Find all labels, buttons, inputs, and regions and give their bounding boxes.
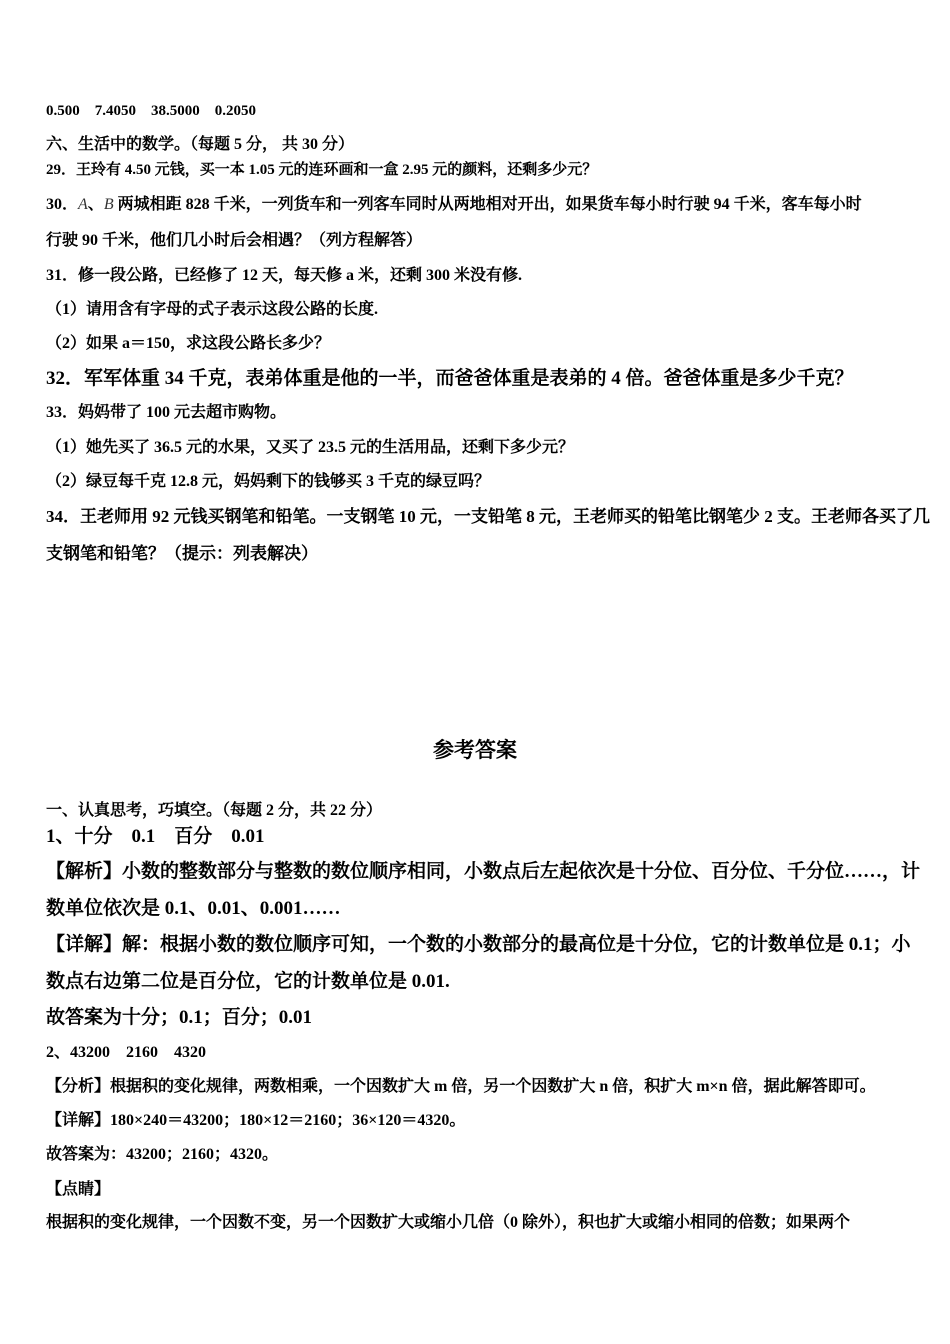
answer-1-detail-line-1: 【详解】解：根据小数的数位顺序可知，一个数的小数部分的最高位是十分位，它的计数单位是 0.1；小 (46, 934, 911, 955)
question-29: 29．王玲有 4.50 元钱，买一本 1.05 元的连环画和一盒 2.95 元的颜料，还剩多少元？ (46, 162, 598, 178)
answer-2-comment-text: 根据积的变化规律，一个因数不变，另一个因数扩大或缩小几倍（0 除外），积也扩大或缩小相同的倍数；如果两个 (46, 1214, 851, 1231)
answers-section-1-heading: 一、认真思考，巧填空。（每题 2 分，共 22 分） (46, 802, 383, 819)
question-30-text: 两城相距 828 千米，一列货车和一列客车同时从两地相对开出，如果货车每小时行驶 94 千米，客车每小时 (113, 196, 862, 213)
question-33: 33．妈妈带了 100 元去超市购物。 (46, 404, 287, 421)
question-34-line-1: 34．王老师用 92 元钱买钢笔和铅笔。一支钢笔 10 元，一支铅笔 8 元，王老师买的铅笔比钢笔少 2 支。王老师各买了几 (46, 507, 930, 526)
variable-b: B (103, 196, 114, 213)
answer-2-detail: 【详解】180×240＝43200；180×12＝2160；36×120＝4320。 (46, 1112, 466, 1129)
question-32: 32．军军体重 34 千克，表弟体重是他的一半，而爸爸体重是表弟的 4 倍。爸爸体重是多少千克？ (46, 368, 854, 389)
answer-1-analysis-line-2: 数单位依次是 0.1、0.01、0.001…… (46, 898, 341, 919)
answer-1-conclusion: 故答案为十分；0.1；百分；0.01 (46, 1007, 313, 1028)
question-31-sub-2: （2）如果 a＝150，求这段公路长多少？ (46, 335, 331, 352)
answer-1-detail-line-2: 数点右边第二位是百分位，它的计数单位是 0.01. (46, 971, 450, 992)
question-31-sub-1: （1）请用含有字母的式子表示这段公路的长度. (46, 301, 379, 318)
question-30-line-1 (46, 197, 908, 213)
variable-a: A (78, 196, 88, 213)
numbers-line: 0.500 7.4050 38.5000 0.2050 (46, 103, 257, 119)
question-30-number: 30． (46, 196, 79, 213)
answer-2-comment-label: 【点睛】 (46, 1181, 111, 1198)
answer-2-analysis: 【分析】根据积的变化规律，两数相乘，一个因数扩大 m 倍，另一个因数扩大 n 倍，积扩大 m×n 倍，据此解答即可。 (46, 1078, 876, 1095)
answer-1: 1、十分 0.1 百分 0.01 (46, 826, 265, 847)
answer-2-conclusion: 故答案为：43200；2160；4320。 (46, 1146, 279, 1163)
answer-1-analysis-line-1: 【解析】小数的整数部分与整数的数位顺序相同，小数点后左起依次是十分位、百分位、千分位……，计 (46, 861, 921, 882)
separator: 、 (87, 196, 104, 213)
question-31: 31．修一段公路，已经修了 12 天，每天修 a 米，还剩 300 米没有修. (46, 267, 523, 284)
question-33-sub-1: （1）她先买了 36.5 元的水果，又买了 23.5 元的生活用品，还剩下多少元？ (46, 439, 575, 456)
answer-2: 2、43200 2160 4320 (46, 1044, 207, 1061)
answer-key-title: 参考答案 (433, 738, 517, 762)
question-34-line-2: 支钢笔和铅笔？（提示：列表解决） (46, 544, 318, 563)
question-30-line-2: 行驶 90 千米，他们几小时后会相遇？（列方程解答） (46, 232, 423, 249)
question-33-sub-2: （2）绿豆每千克 12.8 元，妈妈剩下的钱够买 3 千克的绿豆吗？ (46, 473, 491, 490)
section-6-heading: 六、生活中的数学。（每题 5 分， 共 30 分） (46, 136, 355, 153)
